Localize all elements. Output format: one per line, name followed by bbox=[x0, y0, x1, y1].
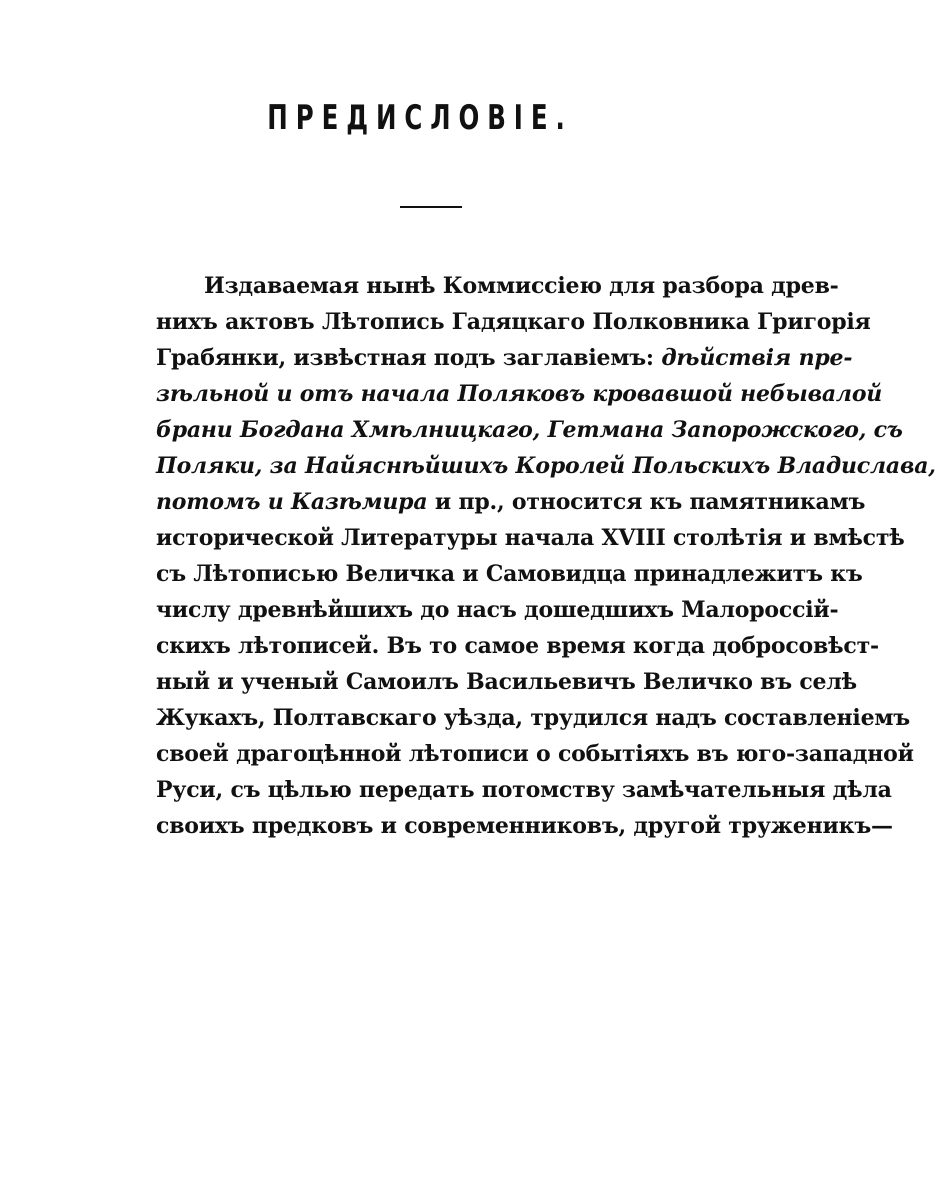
italic-segment: дѣйствія пре- bbox=[661, 345, 853, 371]
italic-segment: Поляки, за Найяснѣйшихъ Королей Польскихъ Владислава, bbox=[156, 453, 936, 479]
text-segment: своихъ предковъ и современниковъ, другой труженикъ— bbox=[156, 813, 893, 839]
text-segment: исторической Литературы начала XVIII столѣтія и вмѣстѣ bbox=[156, 525, 905, 551]
text-line bbox=[156, 340, 853, 376]
text-segment: нихъ актовъ Лѣтопись Гадяцкаго Полковника Григорія bbox=[156, 309, 871, 335]
italic-segment: потомъ и Казѣмира bbox=[156, 489, 428, 515]
preface-paragraph bbox=[156, 268, 936, 844]
text-line bbox=[156, 664, 857, 700]
text-line bbox=[156, 700, 910, 736]
text-line bbox=[156, 520, 905, 556]
text-segment: числу древнѣйшихъ до насъ дошедшихъ Малороссій- bbox=[156, 597, 839, 623]
text-line bbox=[156, 304, 871, 340]
title-divider bbox=[400, 206, 462, 208]
text-segment: Грабянки, извѣстная подъ заглавіемъ: bbox=[156, 345, 662, 371]
text-line bbox=[156, 412, 903, 448]
text-line bbox=[156, 808, 893, 844]
text-segment: съ Лѣтописью Величка и Самовидца принадлежитъ къ bbox=[156, 561, 863, 587]
italic-segment: зѣльной и отъ начала Поляковъ кровавшой небывалой bbox=[156, 381, 883, 407]
text-line bbox=[156, 772, 892, 808]
text-line bbox=[156, 628, 879, 664]
text-line bbox=[156, 736, 914, 772]
text-segment: и пр., относится къ памятникамъ bbox=[427, 489, 866, 515]
text-line bbox=[156, 592, 839, 628]
text-segment: своей драгоцѣнной лѣтописи о событіяхъ въ юго-западной bbox=[156, 741, 914, 767]
italic-segment: брани Богдана Хмѣлницкаго, Гетмана Запорожского, съ bbox=[156, 417, 903, 443]
text-line bbox=[156, 448, 936, 484]
text-segment: скихъ лѣтописей. Въ то самое время когда добросовѣст- bbox=[156, 633, 879, 659]
text-segment: ный и ученый Самоилъ Васильевичъ Величко въ селѣ bbox=[156, 669, 857, 695]
text-line bbox=[156, 556, 863, 592]
text-segment: Жукахъ, Полтавскаго уѣзда, трудился надъ составленіемъ bbox=[156, 705, 910, 731]
text-segment: Издаваемая нынѣ Коммиссiею для разбора древ- bbox=[204, 273, 839, 299]
page-title: ПРЕДИСЛОВІЕ. bbox=[267, 98, 573, 138]
text-segment: Руси, съ цѣлью передать потомству замѣчательныя дѣла bbox=[156, 777, 892, 803]
text-line bbox=[156, 484, 866, 520]
text-line bbox=[156, 268, 839, 304]
text-line bbox=[156, 376, 883, 412]
